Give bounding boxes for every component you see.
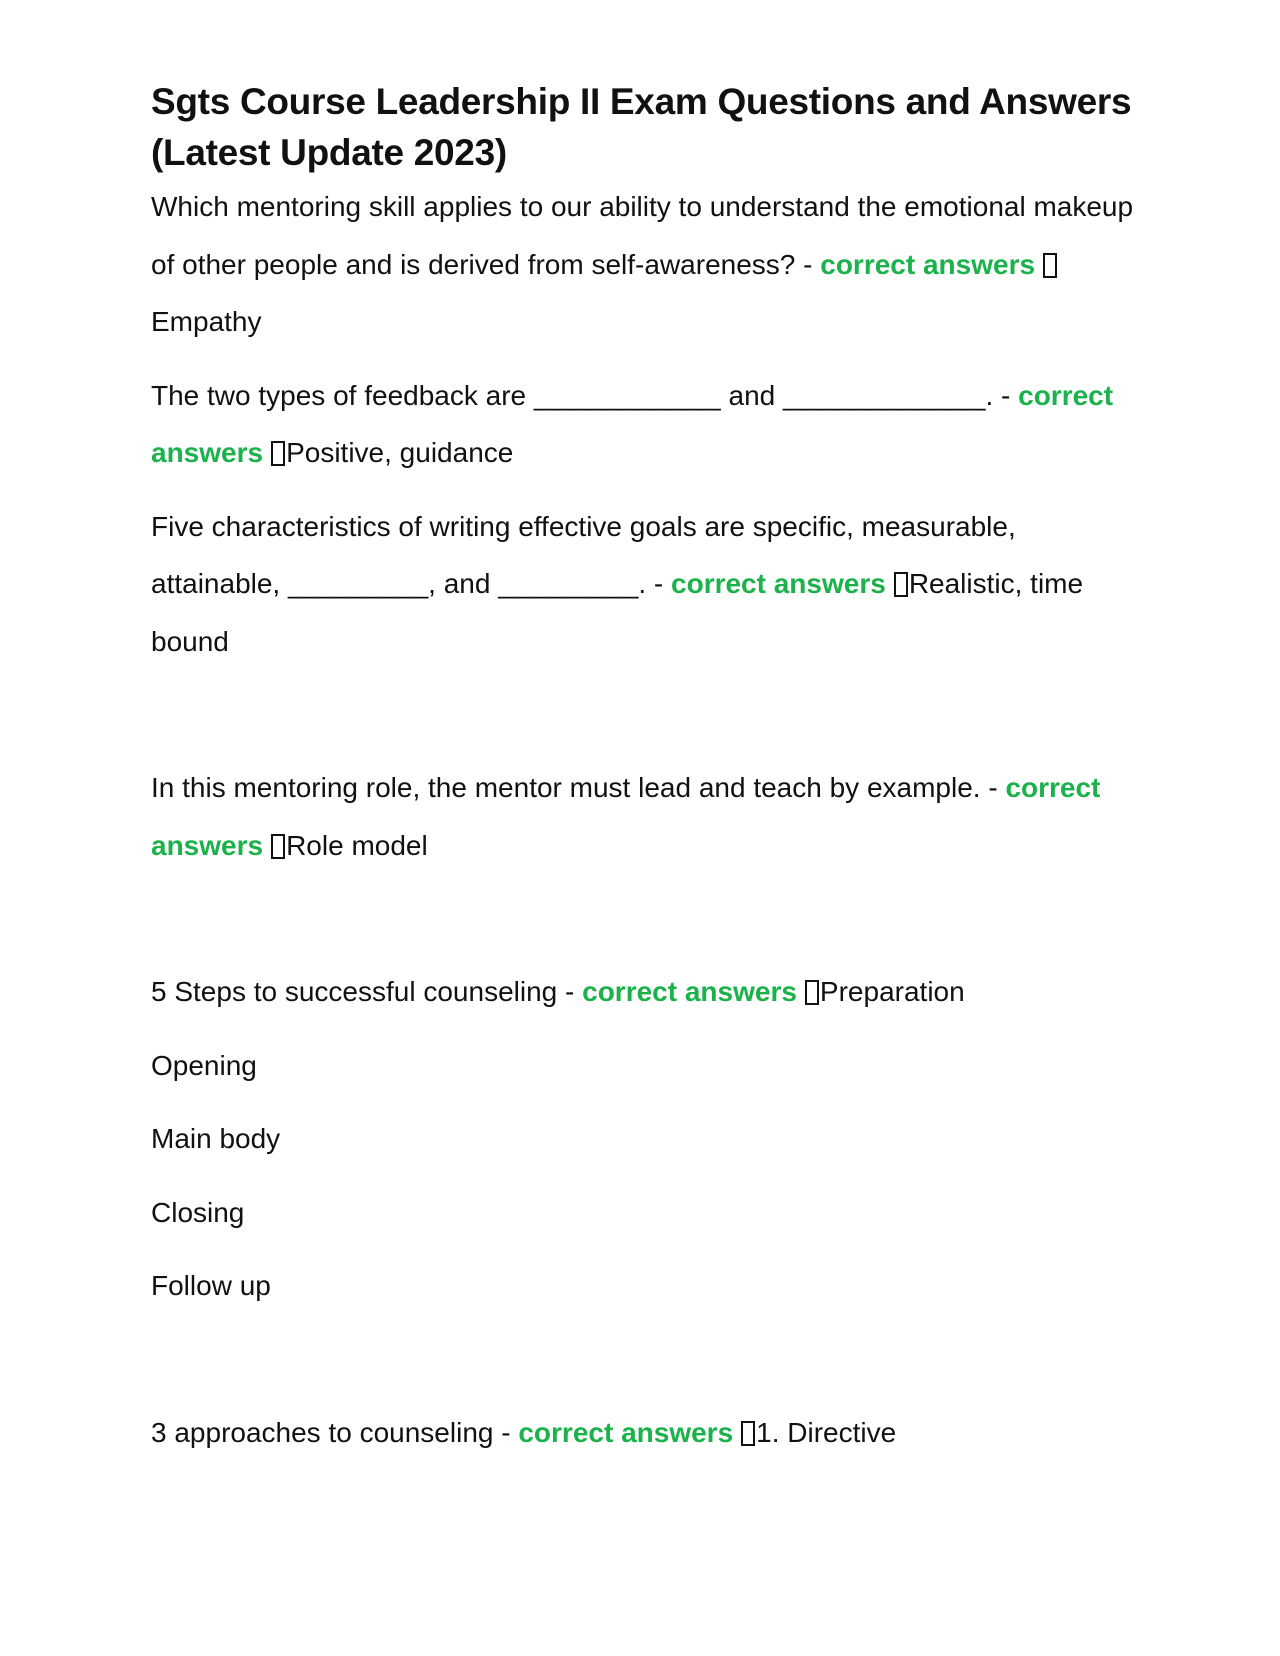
document-content xyxy=(151,76,1141,1461)
qa-item-2 xyxy=(151,367,1141,482)
answer-text: Positive, guidance xyxy=(286,437,514,468)
answer-marker: correct answers xyxy=(582,976,797,1007)
question-text: Five characteristics of writing effective goals are specific, measurable, attainable, _________, and _________. - xyxy=(151,510,1016,599)
answer-marker: correct answers xyxy=(151,379,1114,468)
question-text: In this mentoring role, the mentor must lead and teach by example. - xyxy=(151,772,1006,803)
missing-glyph-icon xyxy=(271,441,285,466)
answer-marker: correct answers xyxy=(518,1416,734,1448)
question-text: Which mentoring skill applies to our ability to understand the emotional makeup of other people and is derived from self-awareness? - xyxy=(151,191,1134,280)
question-text: 5 Steps to successful counseling - xyxy=(151,976,583,1007)
answer-text: 1. Directive xyxy=(756,1416,897,1448)
missing-glyph-icon xyxy=(741,1421,755,1446)
answer-marker: correct answers xyxy=(671,568,886,599)
question-text: The two types of feedback are ____________ and _____________. - xyxy=(151,379,1019,411)
qa-item-5 xyxy=(151,963,1141,1021)
missing-glyph-icon xyxy=(894,572,908,597)
missing-glyph-icon xyxy=(805,980,819,1005)
answer-marker: correct answers xyxy=(820,248,1036,280)
missing-glyph-icon xyxy=(1043,253,1057,278)
answer-text: Realistic, time bound xyxy=(151,568,1084,657)
qa-item-1 xyxy=(151,178,1141,351)
answer-marker: correct answers xyxy=(151,772,1101,861)
qa-item-4 xyxy=(151,759,1141,874)
counseling-step: Follow up xyxy=(151,1270,271,1301)
missing-glyph-icon xyxy=(271,834,285,859)
counseling-step: Closing xyxy=(151,1196,245,1228)
counseling-step: Main body xyxy=(151,1123,281,1154)
question-text: 3 approaches to counseling - xyxy=(151,1416,519,1448)
qa-item-3 xyxy=(151,498,1141,671)
answer-text: Preparation xyxy=(819,976,965,1007)
answer-text: Role model xyxy=(286,829,428,861)
qa-item-6 xyxy=(151,1404,1141,1462)
counseling-step: Opening xyxy=(151,1049,257,1081)
page-title: Sgts Course Leadership II Exam Questions and Answers (Latest Update 2023) xyxy=(151,81,1132,173)
answer-text: Empathy xyxy=(151,306,262,337)
